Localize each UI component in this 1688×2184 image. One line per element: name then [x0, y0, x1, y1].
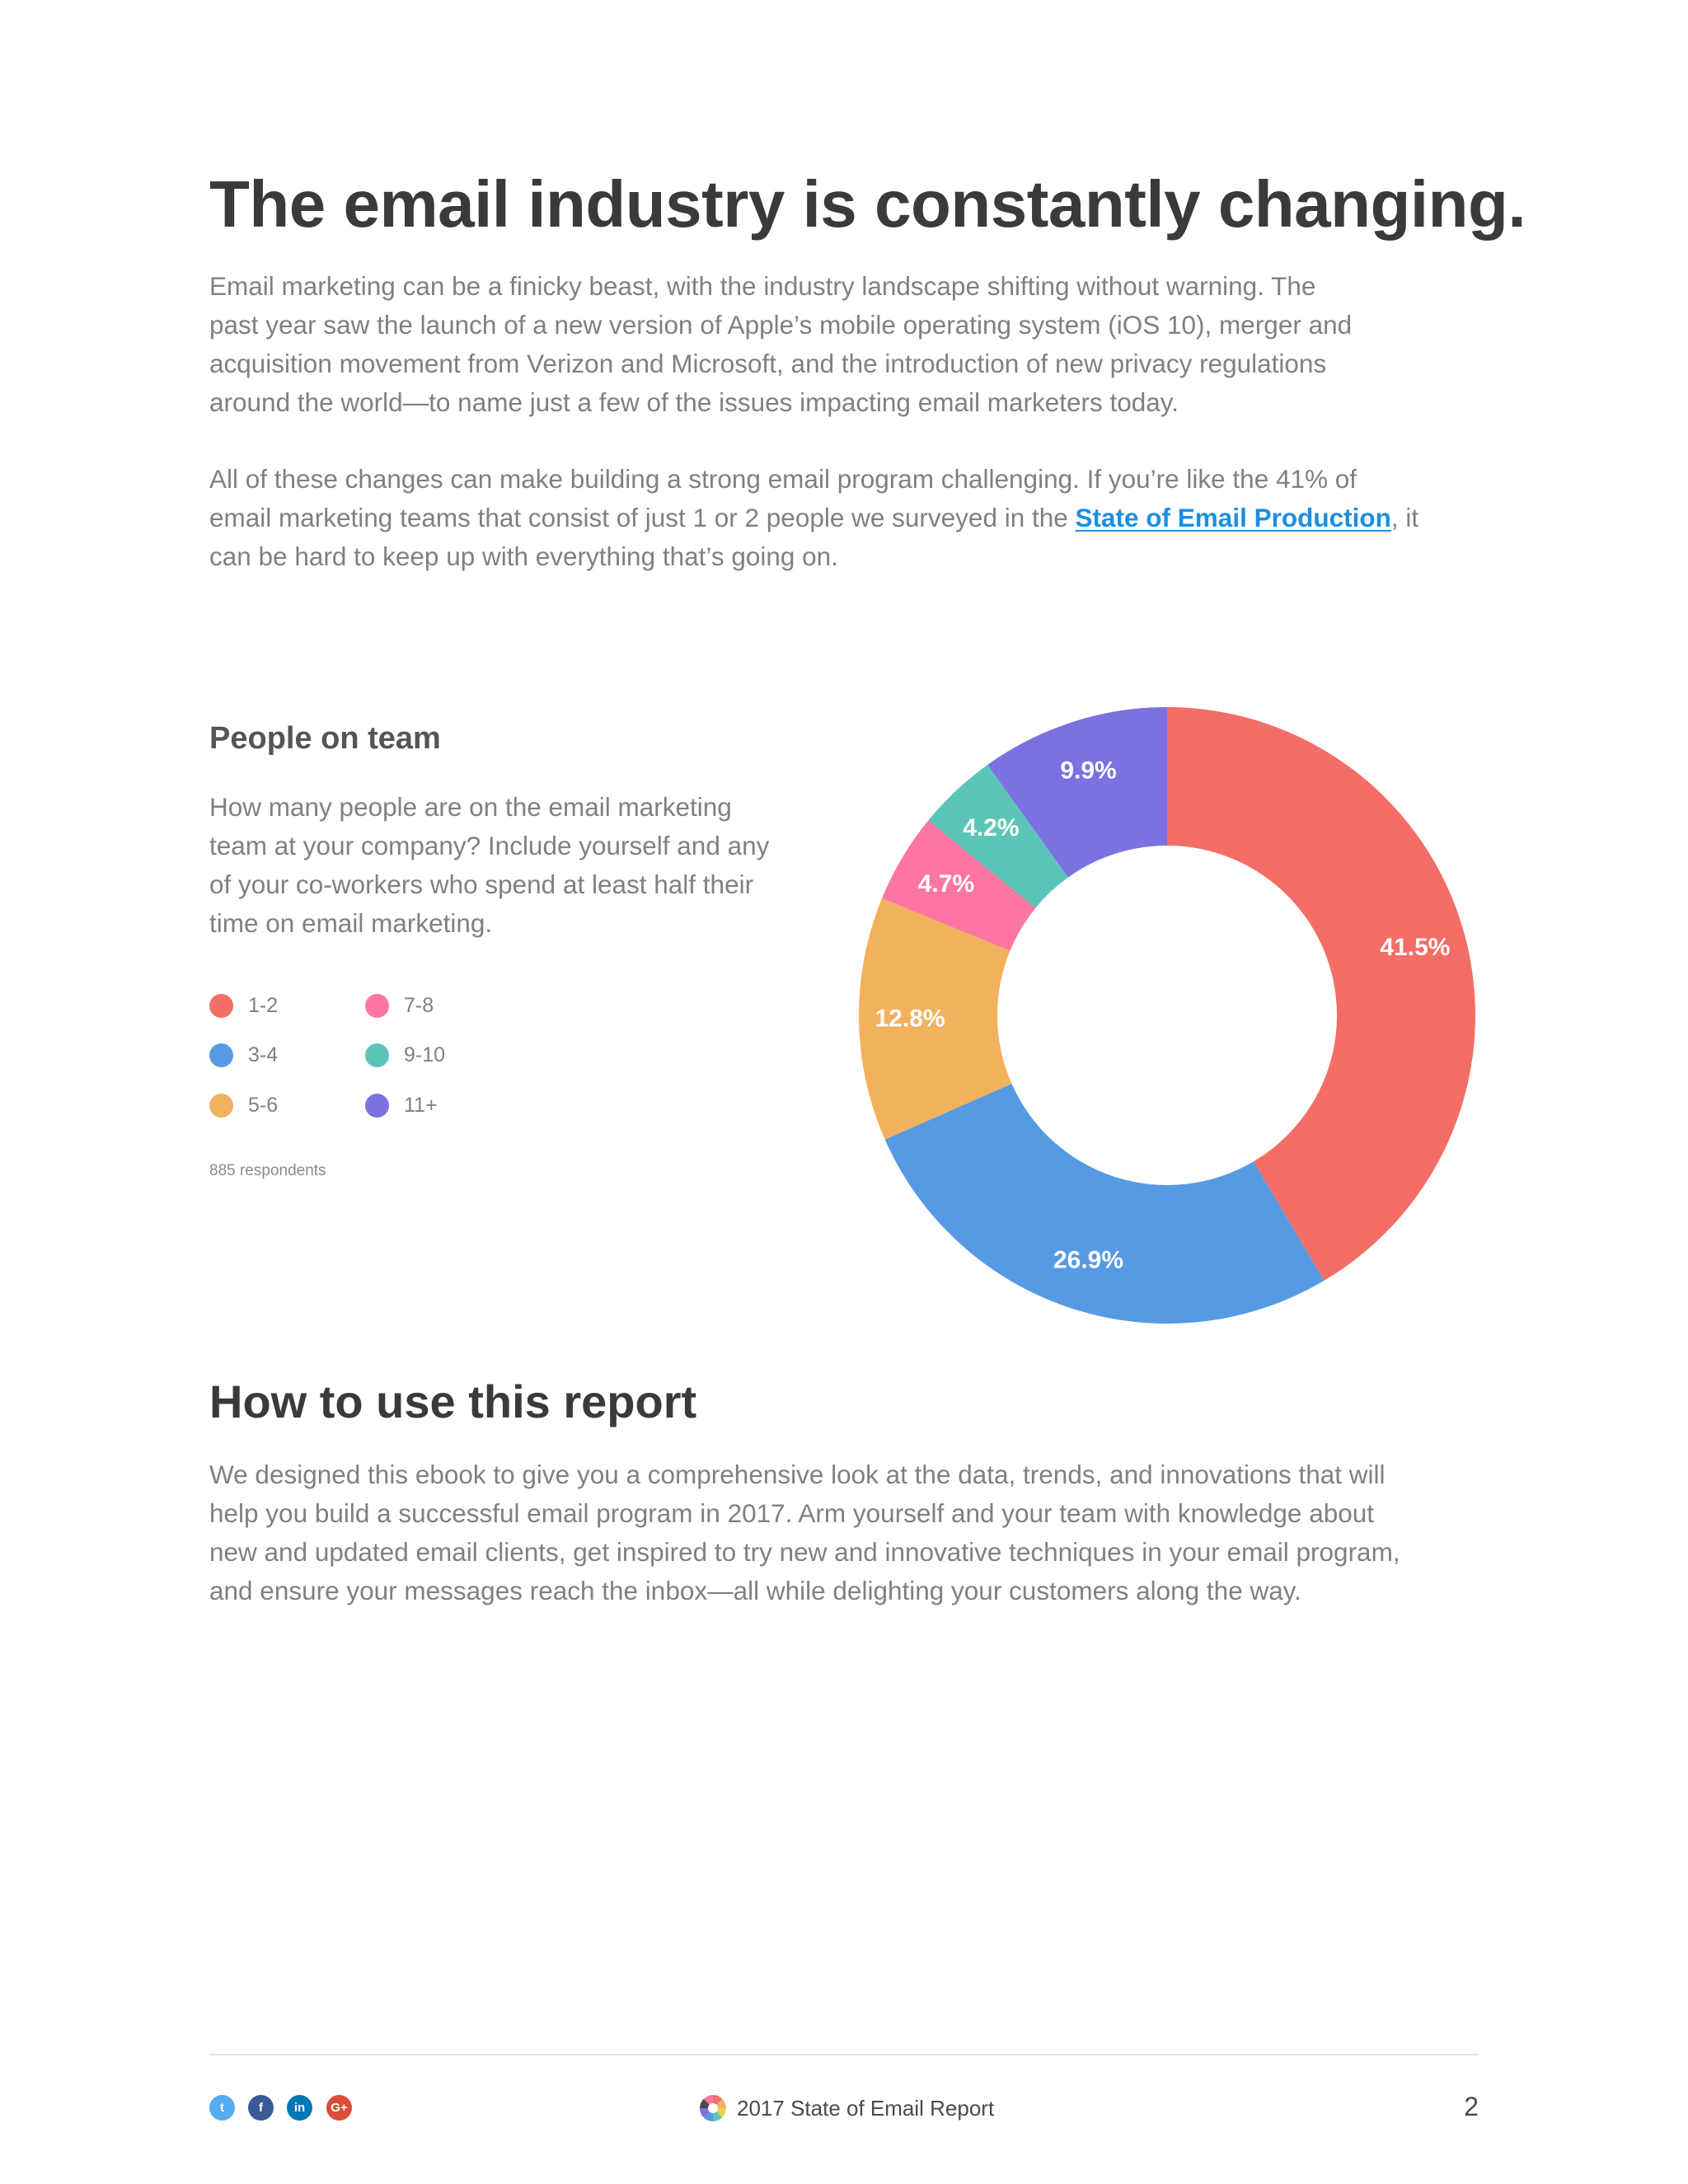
legend-swatch — [365, 1043, 389, 1067]
intro-line: acquisition movement from Verizon and Microsoft, and the introduction of new privacy regulations — [209, 349, 1327, 378]
legend-label: 9-10 — [404, 1043, 446, 1066]
how-to-heading: How to use this report — [209, 1376, 697, 1427]
report-title-text: 2017 State of Email Report — [737, 2095, 995, 2121]
page-heading: The email industry is constantly changing. — [209, 167, 1526, 241]
challenge-line: can be hard to keep up with everything that’s going on. — [209, 541, 838, 571]
legend-item-9-10 — [365, 1042, 445, 1068]
intro-line: Email marketing can be a finicky beast, with the industry landscape shifting without warning. The — [209, 271, 1316, 301]
footer-divider — [209, 2054, 1479, 2055]
respondent-count: 885 respondents — [209, 1162, 326, 1179]
donut-value-label: 12.8% — [874, 1005, 945, 1033]
chart-title: People on team — [209, 721, 441, 756]
legend-item-7-8 — [365, 992, 434, 1019]
google-plus-icon[interactable]: G+ — [326, 2095, 352, 2121]
legend-item-11-plus — [365, 1092, 438, 1118]
legend-item-1-2 — [209, 992, 278, 1019]
donut-value-label: 26.9% — [1053, 1246, 1124, 1274]
question-line: of your co-workers who spend at least half their — [209, 869, 754, 899]
donut-slice-3-4 — [885, 1084, 1325, 1324]
legend-item-3-4 — [209, 1042, 278, 1068]
legend-swatch — [209, 994, 233, 1018]
donut-value-label: 4.2% — [963, 814, 1020, 842]
page-number: 2 — [1464, 2092, 1479, 2121]
challenge-line: All of these changes can make building a strong email program challenging. If you’re like the 41% of — [209, 464, 1357, 494]
legend-label: 3-4 — [248, 1043, 279, 1066]
question-line: time on email marketing. — [209, 908, 493, 938]
state-of-email-production-link[interactable]: State of Email Production — [1075, 503, 1391, 532]
how-to-paragraph — [209, 1455, 1400, 1610]
donut-value-label: 41.5% — [1380, 934, 1451, 962]
legend-swatch — [209, 1094, 233, 1118]
intro-paragraph — [209, 267, 1352, 422]
donut-value-label: 9.9% — [1060, 757, 1117, 785]
how-to-line: and ensure your messages reach the inbox—all while delighting your customers along the way. — [209, 1576, 1301, 1605]
challenge-paragraph — [209, 460, 1418, 576]
legend-swatch — [365, 1094, 389, 1118]
how-to-line: We designed this ebook to give you a comprehensive look at the data, trends, and innovations that will — [209, 1460, 1386, 1489]
legend-item-5-6 — [209, 1092, 278, 1118]
legend-swatch — [365, 994, 389, 1018]
how-to-line: help you build a successful email program in 2017. Arm yourself and your team with knowledge about — [209, 1498, 1375, 1528]
challenge-text: , it — [1390, 503, 1419, 532]
intro-line: past year saw the launch of a new version of Apple’s mobile operating system (iOS 10), merger and — [209, 310, 1353, 340]
facebook-icon[interactable]: f — [248, 2095, 274, 2121]
survey-question — [209, 788, 769, 943]
legend-label: 7-8 — [404, 993, 434, 1017]
legend-label: 11+ — [404, 1093, 438, 1117]
question-line: How many people are on the email marketing — [209, 792, 732, 822]
legend-swatch — [209, 1043, 233, 1067]
footer-report-title — [699, 2094, 994, 2122]
litmus-logo-icon — [699, 2094, 727, 2122]
twitter-icon[interactable]: t — [209, 2095, 235, 2121]
challenge-line-with-link — [209, 499, 1418, 537]
linkedin-icon[interactable]: in — [287, 2095, 312, 2121]
how-to-line: new and updated email clients, get inspired to try new and innovative techniques in your email program, — [209, 1537, 1400, 1567]
team-size-donut-chart — [854, 702, 1480, 1329]
question-line: team at your company? Include yourself and any — [209, 831, 770, 860]
legend-label: 1-2 — [248, 993, 279, 1017]
intro-line: around the world—to name just a few of the issues impacting email marketers today. — [209, 387, 1179, 417]
donut-value-label: 4.7% — [917, 869, 975, 898]
challenge-text: email marketing teams that consist of just 1 or 2 people we surveyed in the — [209, 503, 1076, 532]
legend-label: 5-6 — [248, 1093, 279, 1117]
